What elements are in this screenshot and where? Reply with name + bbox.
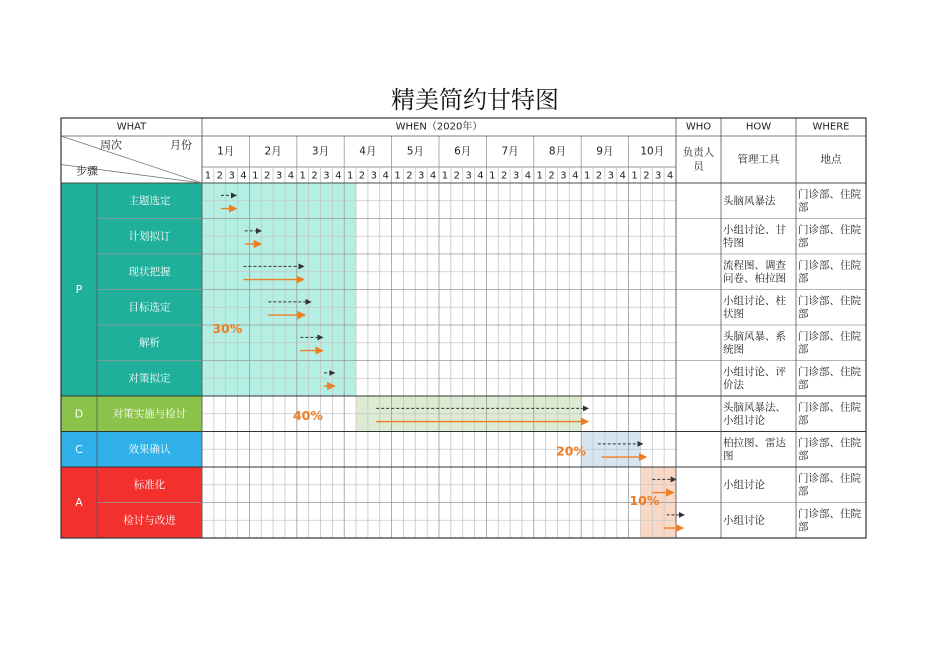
task-tools-line: 小组讨论、评 (723, 365, 786, 378)
task-location (798, 365, 861, 391)
task-name: 对策拟定 (128, 372, 171, 385)
phase-label-d: D (74, 407, 84, 421)
week-number: 1 (204, 170, 212, 182)
task-tools-line: 小组讨论 (723, 478, 765, 491)
task-tools-line: 图 (723, 449, 734, 462)
month-label: 7月 (501, 145, 519, 158)
task-location (798, 223, 861, 249)
week-number: 2 (216, 170, 223, 182)
header-when: WHEN（2020年） (395, 121, 483, 133)
task-tools (723, 194, 776, 207)
task-name: 目标选定 (128, 301, 171, 314)
page-title: 精美简约甘特图 (391, 86, 559, 114)
week-number: 2 (311, 170, 318, 182)
week-number: 3 (607, 170, 615, 182)
task-name: 标准化 (133, 478, 166, 491)
task-location (798, 329, 861, 355)
month-label: 4月 (359, 145, 377, 158)
header-where: WHERE (812, 121, 850, 133)
task-location-line: 门诊部、住院 (798, 294, 861, 307)
task-tools-line: 价法 (723, 378, 744, 391)
task-tools (723, 258, 786, 284)
month-label: 1月 (217, 145, 235, 158)
task-location-line: 部 (798, 414, 809, 427)
week-number: 4 (477, 170, 484, 182)
week-number: 3 (370, 170, 378, 182)
week-number: 1 (394, 170, 401, 182)
task-location-line: 部 (798, 485, 809, 498)
task-tools-line: 小组讨论、柱 (723, 294, 786, 307)
header-week-label: 周次 (100, 138, 122, 152)
month-label: 5月 (406, 145, 424, 158)
task-location-line: 部 (798, 520, 809, 533)
task-location (798, 187, 861, 213)
header-tools: 管理工具 (737, 153, 780, 166)
week-number: 4 (572, 170, 579, 182)
task-location-line: 门诊部、住院 (798, 401, 861, 414)
header-responsible-line: 员 (693, 160, 704, 173)
task-tools-line: 头脑风暴、系 (723, 330, 786, 343)
percent-label: 10% (629, 493, 660, 509)
week-number: 4 (335, 170, 342, 182)
task-tools (723, 294, 786, 320)
task-name: 解析 (139, 336, 160, 349)
percent-label: 40% (292, 408, 323, 424)
header-responsible (683, 146, 715, 173)
week-number: 3 (560, 170, 567, 182)
week-number: 4 (429, 170, 437, 182)
month-label: 8月 (548, 145, 567, 158)
week-number: 3 (655, 170, 662, 182)
task-tools (723, 223, 786, 249)
week-number: 4 (666, 170, 674, 182)
week-number: 4 (287, 170, 295, 182)
month-label: 3月 (311, 145, 330, 158)
task-location (798, 258, 861, 284)
week-number: 1 (441, 170, 449, 182)
task-location (798, 471, 861, 497)
task-location-line: 门诊部、住院 (798, 223, 861, 236)
task-location-line: 部 (798, 449, 809, 462)
task-tools-line: 小组讨论 (723, 514, 765, 527)
header-location: 地点 (820, 153, 842, 166)
task-name: 效果确认 (128, 443, 171, 456)
week-number: 3 (323, 170, 330, 182)
task-tools (723, 478, 765, 491)
task-location-line: 门诊部、住院 (798, 507, 861, 520)
task-tools (723, 436, 786, 462)
month-label: 6月 (454, 145, 472, 158)
header-responsible-line: 负责人 (682, 146, 715, 159)
task-tools-line: 特图 (723, 236, 744, 249)
task-name: 计划拟订 (128, 230, 171, 243)
week-number: 4 (619, 170, 626, 182)
task-location-line: 部 (798, 272, 809, 285)
month-label: 10月 (640, 145, 665, 158)
task-location (798, 294, 861, 320)
percent-label: 30% (212, 321, 243, 337)
task-tools (723, 513, 765, 526)
task-tools-line: 问卷、柏拉图 (723, 272, 786, 285)
task-location-line: 门诊部、住院 (798, 472, 861, 485)
week-number: 2 (453, 170, 460, 182)
week-number: 1 (536, 170, 543, 182)
week-number: 2 (406, 170, 413, 182)
week-number: 3 (465, 170, 472, 182)
week-number: 1 (252, 170, 259, 182)
header-who: WHO (685, 121, 712, 133)
task-tools-line: 统图 (723, 343, 744, 356)
task-location (798, 507, 861, 533)
week-number: 3 (512, 170, 520, 182)
header-month-label: 月份 (170, 138, 192, 152)
week-number: 2 (643, 170, 650, 182)
week-number: 4 (382, 170, 389, 182)
week-number: 3 (275, 170, 283, 182)
phase-label-a: A (75, 496, 83, 509)
week-number: 2 (263, 170, 271, 182)
week-number: 2 (595, 170, 603, 182)
phase-label-p: P (75, 283, 83, 296)
task-tools-line: 头脑风暴法、 (723, 401, 786, 414)
week-number: 4 (240, 170, 247, 182)
task-location (798, 436, 861, 462)
header-what: WHAT (116, 121, 147, 133)
task-name: 检讨与改进 (123, 514, 176, 527)
week-number: 4 (524, 170, 532, 182)
task-location-line: 部 (798, 378, 809, 391)
task-location-line: 门诊部、住院 (798, 188, 861, 201)
week-number: 3 (228, 170, 235, 182)
header-step-label: 步骤 (76, 164, 98, 178)
task-tools-line: 小组讨论、甘 (723, 223, 786, 236)
week-number: 1 (583, 170, 591, 182)
task-name: 现状把握 (128, 265, 171, 278)
task-location-line: 部 (798, 201, 809, 214)
task-tools-line: 状图 (723, 307, 744, 320)
week-number: 2 (500, 170, 508, 182)
task-location-line: 部 (798, 343, 809, 356)
week-number: 2 (548, 170, 555, 182)
task-tools (723, 400, 786, 426)
phase-label-c: C (75, 442, 83, 456)
header-how: HOW (745, 121, 772, 133)
task-location (798, 400, 861, 426)
task-name: 主题选定 (128, 194, 171, 207)
task-location-line: 门诊部、住院 (798, 436, 861, 449)
month-label: 9月 (596, 145, 614, 158)
task-location-line: 门诊部、住院 (798, 330, 861, 343)
task-tools-line: 头脑风暴法 (723, 194, 776, 207)
week-number: 2 (358, 170, 366, 182)
week-number: 1 (489, 170, 496, 182)
task-location-line: 部 (798, 307, 809, 320)
task-tools-line: 小组讨论 (723, 414, 765, 427)
week-number: 1 (346, 170, 354, 182)
task-tools-line: 流程图、调查 (723, 259, 786, 272)
task-tools (723, 329, 786, 355)
task-tools (723, 365, 786, 391)
task-location-line: 部 (798, 236, 809, 249)
task-tools-line: 柏拉图、雷达 (723, 436, 786, 449)
task-location-line: 门诊部、住院 (798, 365, 861, 378)
task-location-line: 门诊部、住院 (798, 259, 861, 272)
week-number: 1 (299, 170, 306, 182)
month-label: 2月 (264, 145, 282, 158)
task-name: 对策实施与检讨 (112, 407, 187, 420)
week-number: 1 (631, 170, 638, 182)
percent-label: 20% (556, 443, 586, 459)
week-number: 3 (418, 170, 425, 182)
